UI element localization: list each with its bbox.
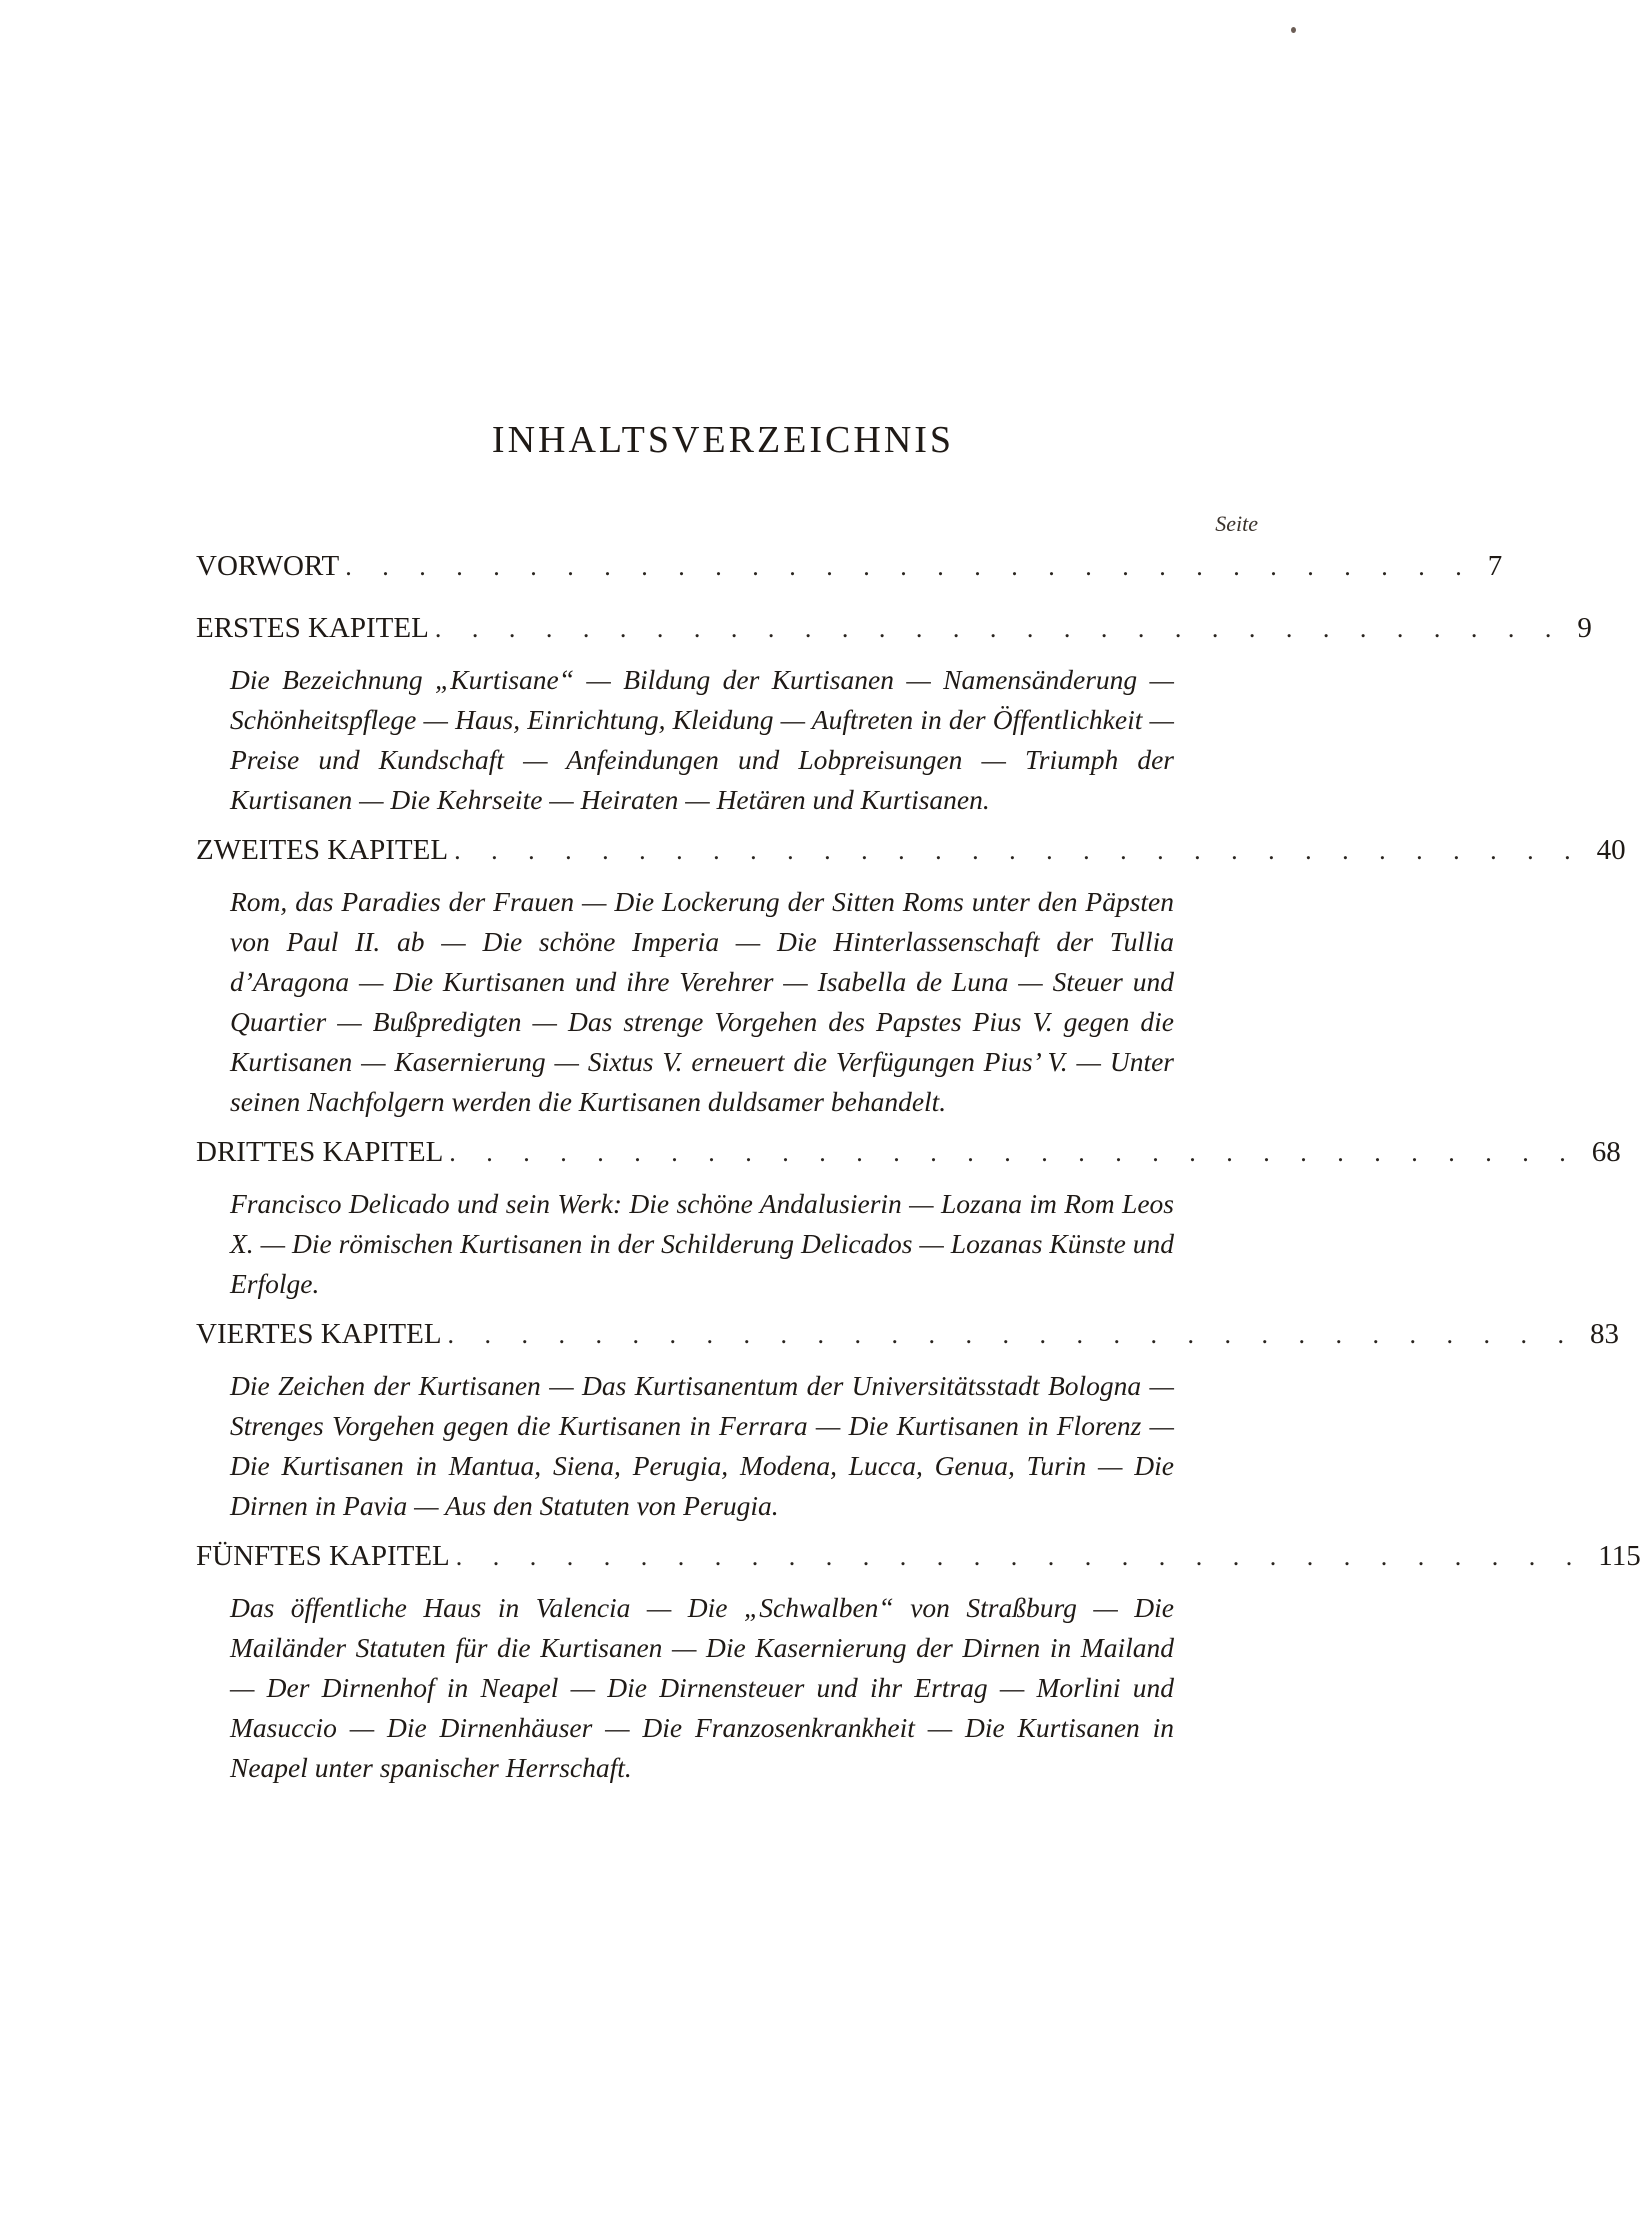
toc-heading-row[interactable] <box>196 1540 1641 1588</box>
toc-heading: VIERTES KAPITEL <box>196 1318 442 1350</box>
toc-entry-chapter-2 <box>196 834 1626 1122</box>
toc-description: Die Bezeichnung „Kurtisane“ — Bildung der Kurtisanen — Namensänderung — Schönheitspflege — Haus, Einrichtung, Kleidung — Auftreten in der Öffentlichkeit — Preise und Kundschaft — Anfeindungen und Lobpreisungen — Triumph der Kurtisanen — Die Kehrseite — Heiraten — Hetären und Kurtisanen. <box>230 664 1174 815</box>
toc-description: Das öffentliche Haus in Valencia — Die „Schwalben“ von Straßburg — Die Mailänder Statuten für die Kurtisanen — Die Kasernierung der Dirnen in Mailand — Der Dirnenhof in Neapel — Die Dirnensteuer und ihr Ertrag — Morlini und Masuccio — Die Dirnenhäuser — Die Franzosenkrankheit — Die Kurtisanen in Neapel unter spanischer Herrschaft. <box>230 1592 1174 1783</box>
toc-description: Rom, das Paradies der Frauen — Die Lockerung der Sitten Roms unter den Päpsten von Paul II. ab — Die schöne Imperia — Die Hinterlassenschaft der Tullia d’Aragona — Die Kurtisanen und ihre Verehrer — Isabella de Luna — Steuer und Quartier — Bußpredigten — Das strenge Vorgehen des Papstes Pius V. gegen die Kurtisanen — Kasernierung — Sixtus V. erneuert die Verfügungen Pius’ V. — Unter seinen Nachfolgern werden die Kurtisanen duldsamer behandelt. <box>230 886 1174 1117</box>
toc-page-number: 83 <box>1590 1318 1620 1350</box>
toc-description: Die Zeichen der Kurtisanen — Das Kurtisanentum der Universitätsstadt Bologna — Strenges Vorgehen gegen die Kurtisanen in Ferrara — Die Kurtisanen in Florenz — Die Kurtisanen in Mantua, Siena, Perugia, Modena, Lucca, Genua, Turin — Die Dirnen in Pavia — Aus den Statuten von Perugia. <box>230 1370 1174 1521</box>
page-title: INHALTSVERZEICHNIS <box>491 419 955 461</box>
toc-page-number: 115 <box>1598 1540 1641 1572</box>
toc-heading: ERSTES KAPITEL <box>196 612 429 644</box>
toc-page-number: 40 <box>1596 834 1626 866</box>
toc-entry-chapter-3 <box>196 1136 1621 1304</box>
toc-heading-row[interactable] <box>196 1318 1620 1366</box>
toc-heading: DRITTES KAPITEL <box>196 1136 444 1168</box>
toc-heading-row[interactable] <box>196 612 1592 660</box>
toc-page-number: 9 <box>1577 612 1592 644</box>
dot-leader: . . . . . . . . . . . . . . . . . . . . . . . . . . . . . . . <box>454 836 1583 865</box>
page-column-label: Seite <box>1215 511 1258 536</box>
dot-leader: . . . . . . . . . . . . . . . . . . . . . . . . . . . . . . . <box>345 552 1474 581</box>
toc-description: Francisco Delicado und sein Werk: Die schöne Andalusierin — Lozana im Rom Leos X. — Die römischen Kurtisanen in der Schilderung Delicados — Lozanas Künste und Erfolge. <box>230 1188 1174 1299</box>
toc-heading: VORWORT <box>196 550 340 582</box>
toc-heading: FÜNFTES KAPITEL <box>196 1540 450 1572</box>
dot-leader: . . . . . . . . . . . . . . . . . . . . . . . . . . . . . . . <box>447 1320 1577 1349</box>
dot-leader: . . . . . . . . . . . . . . . . . . . . . . . . . . . . . . . <box>434 614 1564 643</box>
toc-heading: ZWEITES KAPITEL <box>196 834 449 866</box>
toc-entry-chapter-5 <box>196 1540 1641 1788</box>
paper-speck <box>1291 27 1296 33</box>
dot-leader: . . . . . . . . . . . . . . . . . . . . . . . . . . . . . . . <box>455 1542 1585 1571</box>
toc-heading-row[interactable] <box>196 550 1503 598</box>
toc-heading-row[interactable] <box>196 834 1626 882</box>
toc-entry-vorwort <box>196 550 1503 598</box>
toc-heading-row[interactable] <box>196 1136 1621 1184</box>
table-of-contents <box>196 550 1641 1788</box>
toc-entry-chapter-1 <box>196 612 1592 820</box>
dot-leader: . . . . . . . . . . . . . . . . . . . . . . . . . . . . . . . <box>449 1138 1578 1167</box>
toc-page-number: 68 <box>1591 1136 1621 1168</box>
toc-page-number: 7 <box>1487 550 1503 582</box>
toc-entry-chapter-4 <box>196 1318 1620 1526</box>
